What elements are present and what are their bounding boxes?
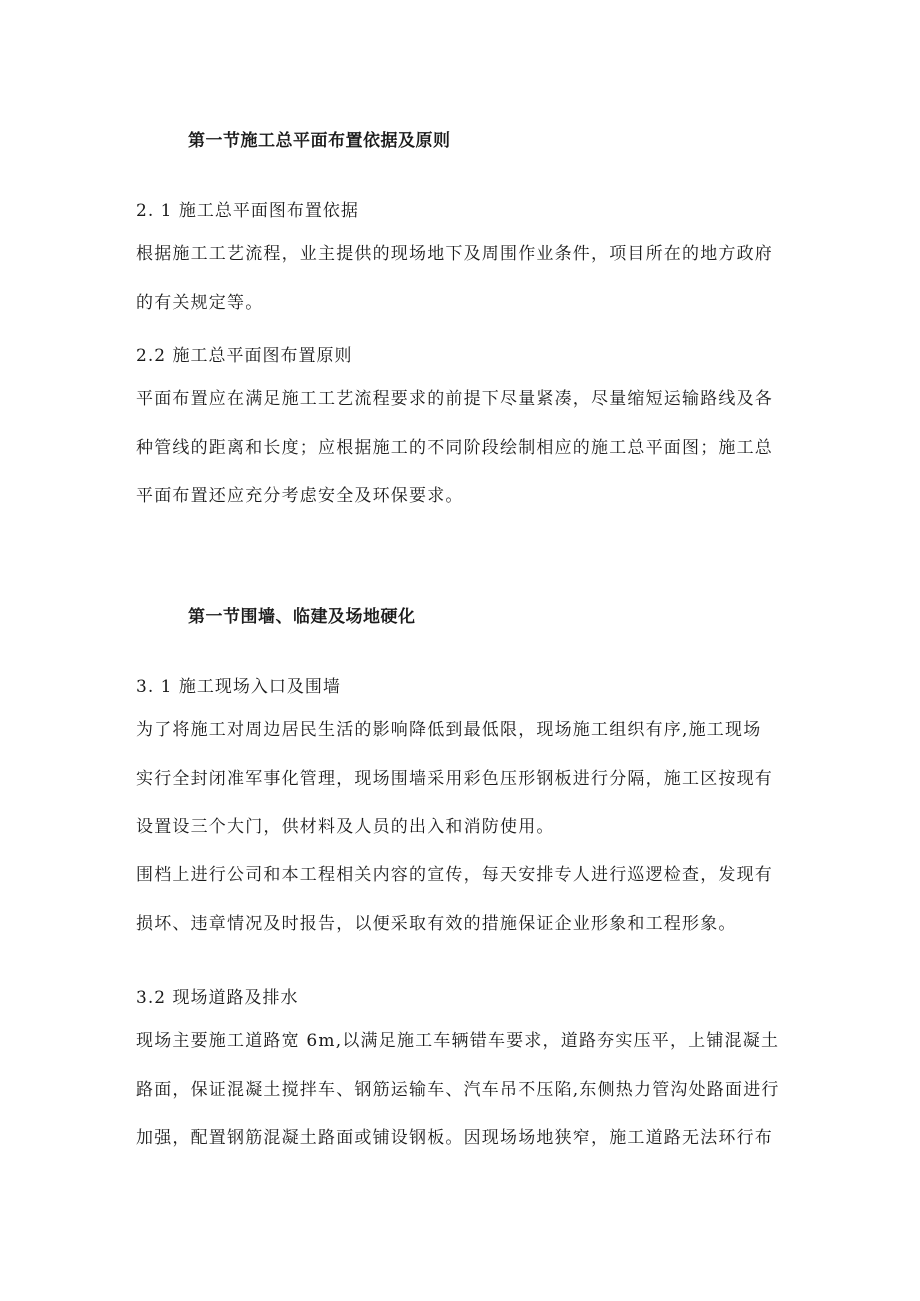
- paragraph-2-2: [136, 375, 788, 521]
- paragraph-line: 根据施工工艺流程，业主提供的现场地下及周围作业条件，项目所在的地方政府: [136, 244, 773, 264]
- paragraph-3-2: [136, 1017, 788, 1163]
- paragraph-line: 实行全封闭准军事化管理，现场围墙采用彩色压形钢板进行分隔，施工区按现有: [136, 768, 773, 789]
- subheading-3-2: 3.2 现场道路及排水: [136, 988, 299, 1008]
- paragraph-line: 现场主要施工道路宽 6m,以满足施工车辆错车要求，道路夯实压平，上铺混凝土: [136, 1031, 780, 1051]
- paragraph-3-1-b: [136, 851, 788, 948]
- paragraph-line: 路面，保证混凝土搅拌车、钢筋运输车、汽车吊不压陷,东侧热力管沟处路面进行: [136, 1079, 780, 1100]
- paragraph-line: 平面布置还应充分考虑安全及环保要求。: [136, 486, 464, 506]
- section-heading-layout-basis: 第一节施工总平面布置依据及原则: [188, 131, 451, 151]
- subheading-2-1: 2. 1 施工总平面图布置依据: [136, 201, 359, 221]
- paragraph-line: 损坏、违章情况及时报告，以便采取有效的措施保证企业形象和工程形象。: [136, 913, 737, 934]
- subheading-2-2: 2.2 施工总平面图布置原则: [136, 346, 353, 366]
- section-heading-enclosure: 第一节围墙、临建及场地硬化: [188, 607, 416, 627]
- paragraph-line: 加强，配置钢筋混凝土路面或铺设钢板。因现场场地狭窄，施工道路无法环行布: [136, 1128, 773, 1148]
- paragraph-line: 设置设三个大门，供材料及人员的出入和消防使用。: [136, 817, 555, 837]
- subheading-3-1: 3. 1 施工现场入口及围墙: [136, 677, 341, 697]
- paragraph-2-1: [136, 230, 788, 327]
- paragraph-line: 为了将施工对周边居民生活的影响降低到最低限，现场施工组织有序,施工现场: [136, 720, 762, 740]
- paragraph-line: 平面布置应在满足施工工艺流程要求的前提下尽量紧凑，尽量缩短运输路线及各: [136, 389, 773, 409]
- paragraph-line: 的有关规定等。: [136, 292, 264, 313]
- paragraph-3-1-a: [136, 706, 788, 852]
- paragraph-line: 种管线的距离和长度；应根据施工的不同阶段绘制相应的施工总平面图；施工总: [136, 437, 773, 458]
- paragraph-line: 围档上进行公司和本工程相关内容的宣传，每天安排专人进行巡逻检查，发现有: [136, 865, 773, 885]
